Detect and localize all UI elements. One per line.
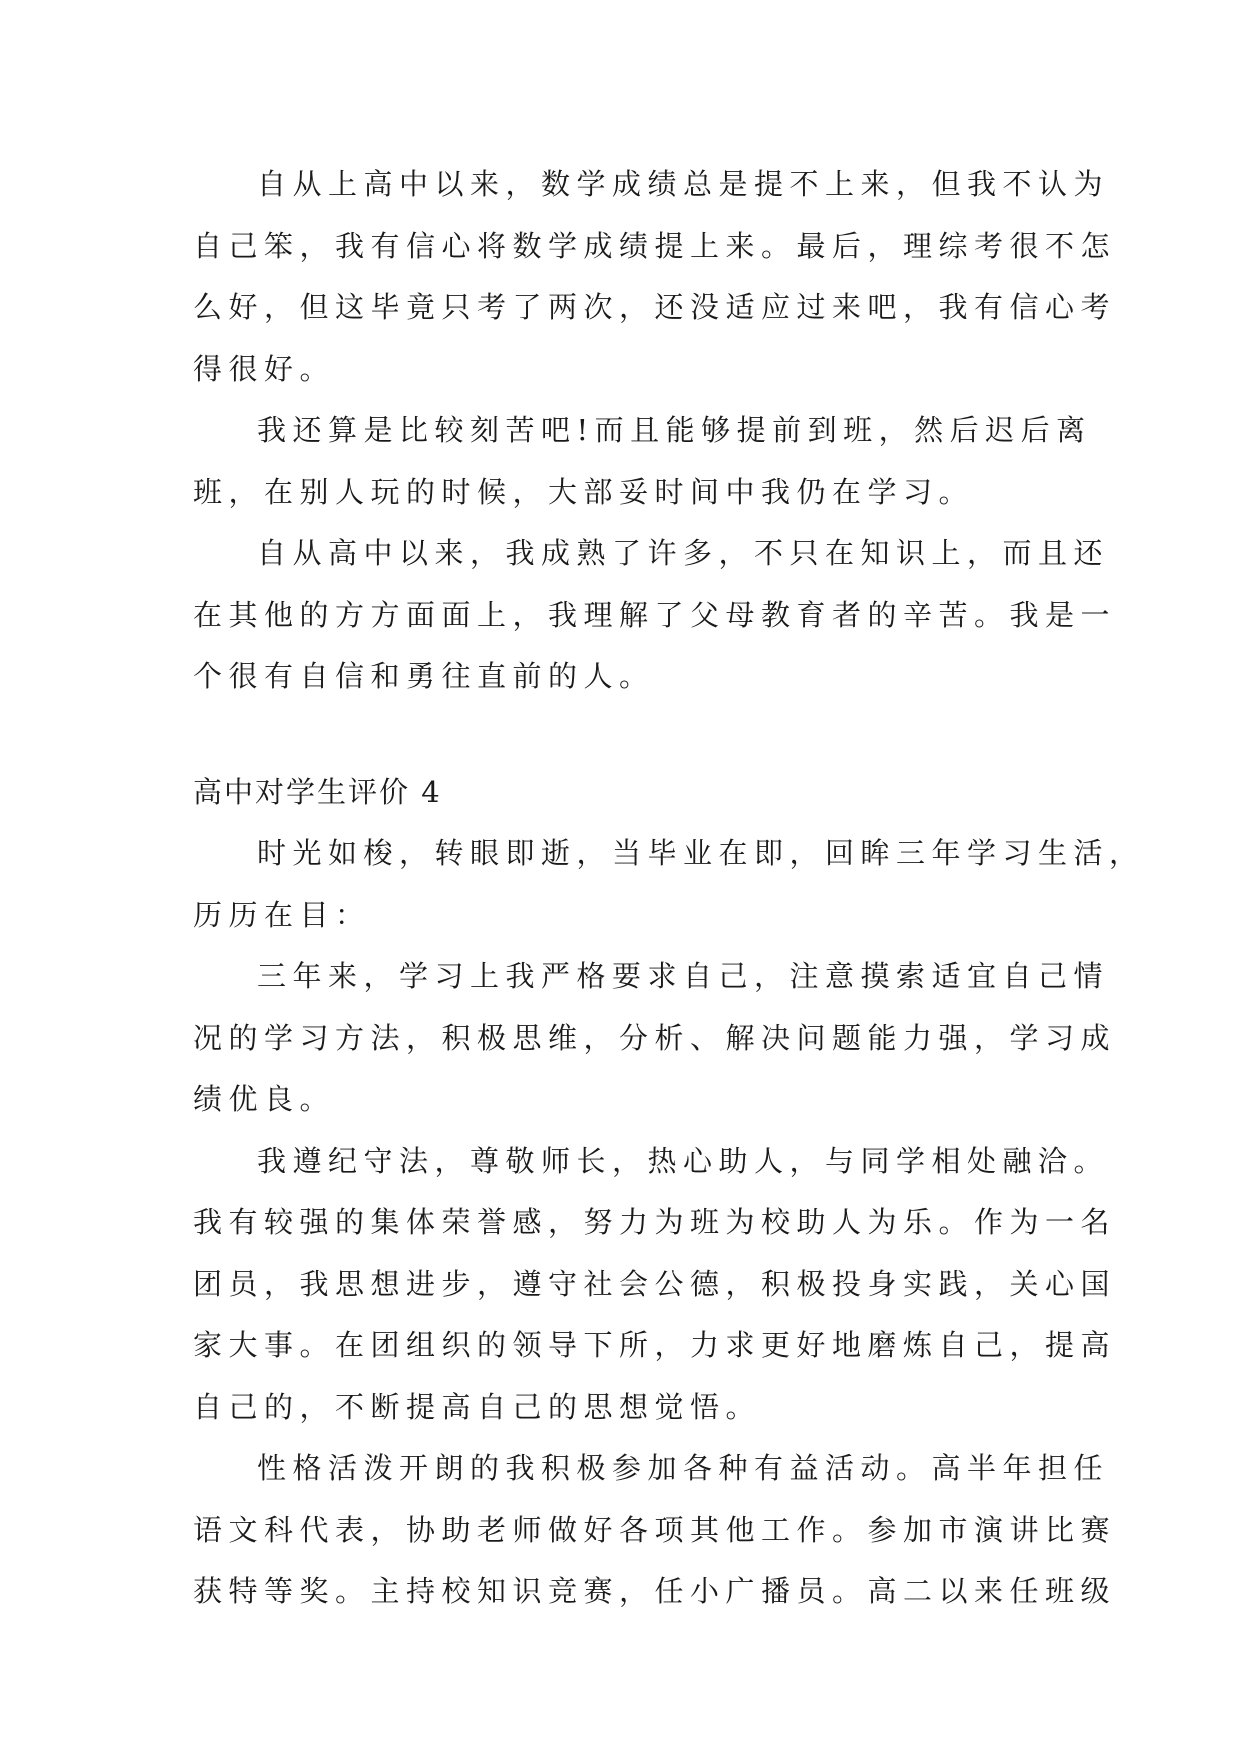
text-line: 时光如梭，转眼即逝，当毕业在即，回眸三年学习生活， bbox=[257, 836, 1145, 870]
paragraph bbox=[193, 154, 1117, 400]
text-line: 自己笨，我有信心将数学成绩提上来。最后，理综考很不怎 bbox=[193, 228, 1117, 263]
text-line: 自从上高中以来，数学成绩总是提不上来，但我不认为 bbox=[257, 167, 1110, 201]
paragraph bbox=[193, 946, 1117, 1131]
text-line: 语文科代表，协助老师做好各项其他工作。参加市演讲比赛 bbox=[193, 1512, 1117, 1547]
text-line: 我有较强的集体荣誉感，努力为班为校助人为乐。作为一名 bbox=[193, 1205, 1117, 1239]
text-line: 自从高中以来，我成熟了许多，不只在知识上，而且还 bbox=[257, 536, 1110, 570]
text-line: 团员，我思想进步，遵守社会公德，积极投身实践，关心国 bbox=[193, 1266, 1117, 1301]
text-line: 三年来，学习上我严格要求自己，注意摸索适宜自己情 bbox=[257, 959, 1110, 993]
document-body bbox=[193, 154, 1145, 1623]
text-line: 家大事。在团组织的领导下所，力求更好地磨炼自己，提高 bbox=[193, 1328, 1117, 1362]
paragraph bbox=[193, 400, 1092, 523]
text-line: 性格活泼开朗的我积极参加各种有益活动。高半年担任 bbox=[257, 1451, 1110, 1485]
text-line: 况的学习方法，积极思维，分析、解决问题能力强，学习成 bbox=[193, 1020, 1117, 1055]
paragraph bbox=[193, 1131, 1117, 1439]
text-line: 个很有自信和勇往直前的人。 bbox=[193, 659, 655, 693]
text-line: 历历在目： bbox=[193, 897, 371, 932]
paragraph bbox=[193, 523, 1117, 708]
text-line: 在其他的方方面面上，我理解了父母教育者的辛苦。我是一 bbox=[193, 597, 1117, 632]
text-line: 我还算是比较刻苦吧!而且能够提前到班，然后迟后离 bbox=[257, 413, 1092, 447]
text-line: 获特等奖。主持校知识竞赛，任小广播员。高二以来任班级 bbox=[193, 1574, 1117, 1608]
text-line: 班，在别人玩的时候，大部妥时间中我仍在学习。 bbox=[193, 474, 975, 509]
text-line: 绩优良。 bbox=[193, 1082, 336, 1116]
section-heading: 高中对学生评价 4 bbox=[193, 774, 442, 809]
text-line: 自己的，不断提高自己的思想觉悟。 bbox=[193, 1389, 762, 1424]
text-line: 么好，但这毕竟只考了两次，还没适应过来吧，我有信心考 bbox=[193, 290, 1117, 324]
paragraph bbox=[193, 823, 1145, 946]
paragraph bbox=[193, 1438, 1117, 1623]
text-line: 得很好。 bbox=[193, 351, 336, 386]
text-line: 我遵纪守法，尊敬师长，热心助人，与同学相处融洽。 bbox=[257, 1143, 1110, 1178]
